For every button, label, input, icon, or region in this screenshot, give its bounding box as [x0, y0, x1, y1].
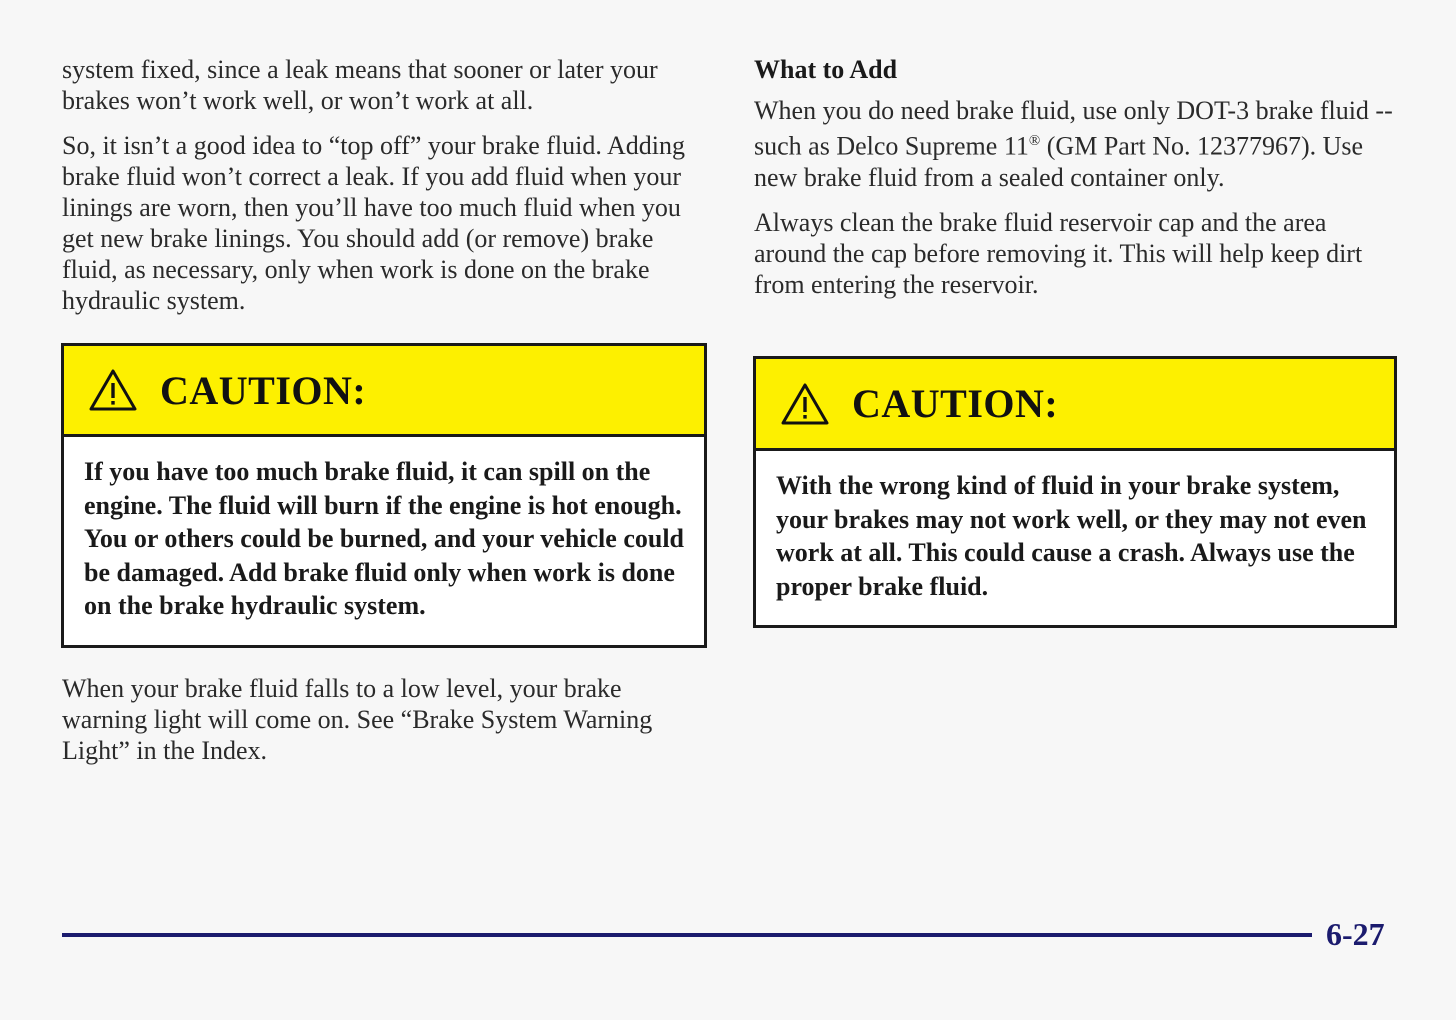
right-column — [754, 54, 1396, 314]
section-heading: What to Add — [754, 55, 898, 84]
left-paragraph-2: So, it isn’t a good idea to “top off” your brake fluid. Adding brake fluid won’t correct a leak. If you add fluid when your linings are worn, then you’ll have too much fluid when you get new brake linings. You should add (or remove) brake fluid, as necessary, only when work is done on the brake hydraulic system. — [62, 131, 685, 315]
warning-triangle-icon — [780, 382, 830, 426]
warning-triangle-icon — [88, 368, 138, 412]
caution-title: CAUTION: — [852, 381, 1059, 426]
registered-mark: ® — [1028, 133, 1041, 149]
left-column — [62, 54, 707, 330]
caution-title: CAUTION: — [160, 367, 367, 413]
right-paragraph-1-text-a: When you do need brake fluid, use only DOT-3 brake fluid -- such as Delco Supreme 11 — [754, 96, 1393, 161]
caution-text: If you have too much brake fluid, it can spill on the engine. The fluid will burn if the engine is hot enough. You or others could be burned, and your vehicle could be damaged. Add brake fluid only when work is done on the brake hydraulic system. — [84, 457, 685, 620]
footer-rule — [62, 933, 1312, 937]
caution-header — [64, 346, 704, 437]
caution-box-right — [753, 356, 1397, 628]
left-paragraph-3: When your brake fluid falls to a low level, your brake warning light will come on. See “Brake System Warning Light” in the Index. — [62, 674, 653, 765]
page-number: 6-27 — [1326, 916, 1385, 952]
right-paragraph-2: Always clean the brake fluid reservoir cap and the area around the cap before removing it. This will help keep dirt from entering the reservoir. — [754, 207, 1363, 299]
caution-box-left — [61, 343, 707, 648]
caution-header — [756, 359, 1394, 451]
left-paragraph-1: system fixed, since a leak means that sooner or later your brakes won’t work well, or won’t work at all. — [62, 55, 658, 115]
right-paragraph-1-text-b: (GM Part No. 12377967). Use new brake fluid from a sealed container only. — [754, 131, 1364, 192]
caution-text: With the wrong kind of fluid in your brake system, your brakes may not work well, or they may not even work at all. This could cause a crash. Always use the proper brake fluid. — [776, 471, 1367, 601]
left-bottom-text — [62, 673, 707, 780]
right-paragraph-1 — [754, 95, 1396, 193]
